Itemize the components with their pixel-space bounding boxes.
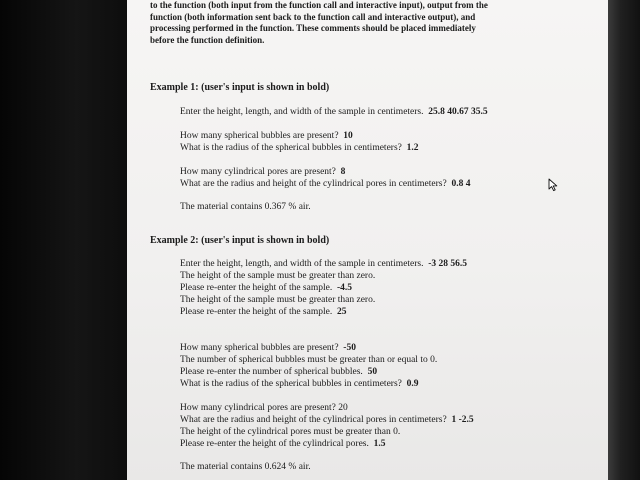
example2-line: The material contains 0.624 % air. [180, 462, 311, 472]
intro-line: before the function definition. [150, 34, 265, 45]
intro-line: to the function (both input from the function call and interactive input), output from the [150, 0, 488, 10]
example2-line: How many cylindrical pores are present? 20 [180, 403, 348, 413]
document-page [127, 0, 608, 480]
mouse-pointer-icon [548, 178, 560, 192]
example2-line: What are the radius and height of the cylindrical pores in centimeters? 1 -2.5 [180, 415, 474, 425]
example2-line: The number of spherical bubbles must be greater than or equal to 0. [180, 355, 438, 365]
example1-heading: Example 1: (user's input is shown in bold) [150, 82, 330, 93]
intro-line: processing performed in the function. These comments should be placed immediately [150, 23, 476, 33]
example1-line: The material contains 0.367 % air. [180, 202, 311, 212]
example2-line: The height of the cylindrical pores must be greater than 0. [180, 427, 401, 437]
intro-paragraph [150, 0, 550, 46]
example2-line: Please re-enter the height of the sample. -4.5 [180, 283, 353, 293]
example2-line: How many spherical bubbles are present? -50 [180, 343, 356, 353]
example1-line: How many spherical bubbles are present? 10 [180, 131, 353, 141]
intro-line: function (both information sent back to the function call and interactive output), and [150, 11, 476, 22]
example2-line: What is the radius of the spherical bubbles in centimeters? 0.9 [180, 379, 419, 389]
example2-line: Please re-enter the number of spherical bubbles. 50 [180, 367, 378, 377]
example2-heading: Example 2: (user's input is shown in bold) [150, 235, 330, 246]
monitor-bezel [608, 0, 640, 480]
example2-line: Enter the height, length, and width of the sample in centimeters. -3 28 56.5 [180, 259, 468, 269]
example2-line: The height of the sample must be greater than zero. [180, 271, 376, 281]
example1-line: Enter the height, length, and width of the sample in centimeters. 25.8 40.67 35.5 [180, 107, 488, 117]
example1-line: How many cylindrical pores are present? 8 [180, 167, 346, 177]
example2-line: Please re-enter the height of the sample. 25 [180, 307, 347, 317]
example1-line: What are the radius and height of the cylindrical pores in centimeters? 0.8 4 [180, 179, 471, 189]
example2-line: Please re-enter the height of the cylindrical pores. 1.5 [180, 439, 386, 449]
example2-line: The height of the sample must be greater than zero. [180, 295, 376, 305]
example1-line: What is the radius of the spherical bubbles in centimeters? 1.2 [180, 143, 419, 153]
